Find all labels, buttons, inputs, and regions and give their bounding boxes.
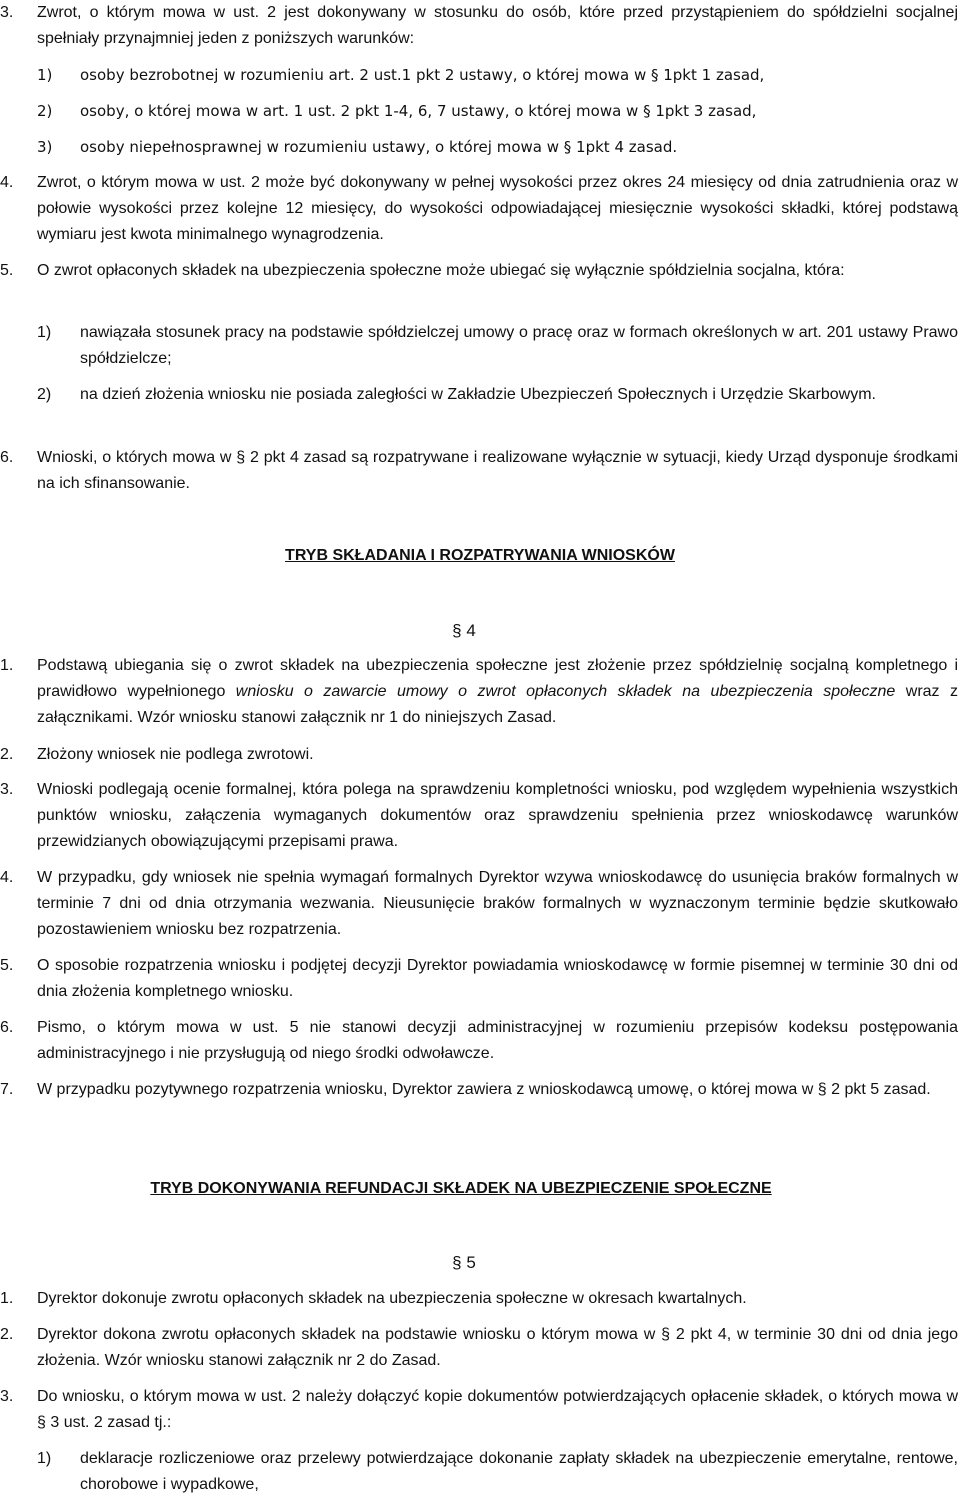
item-text: osoby bezrobotnej w rozumieniu art. 2 ust.1 pkt 2 ustawy, o której mowa w § 1pkt 1 zasad,	[80, 66, 765, 84]
paragraph-5-2	[0, 1322, 958, 1374]
paragraph-3-4	[0, 170, 958, 248]
item-text: osoby, o której mowa w art. 1 ust. 2 pkt 1-4, 6, 7 ustawy, o której mowa w § 1pkt 3 zasad,	[80, 102, 757, 120]
item-number: 5.	[0, 957, 14, 974]
paragraph-4-6	[0, 1015, 958, 1067]
item-number: 3.	[0, 781, 14, 798]
list-item	[37, 62, 958, 88]
section-number: § 4	[452, 621, 476, 640]
item-number: 3)	[37, 138, 53, 156]
item-text: O sposobie rozpatrzenia wniosku i podjętej decyzji Dyrektor powiadamia wnioskodawcę w formie pisemnej w terminie 30 dni od dnia złożenia kompletnego wniosku.	[37, 957, 958, 1000]
item-number: 1)	[37, 66, 53, 84]
item-number: 2.	[0, 746, 14, 763]
item-number: 6.	[0, 449, 14, 466]
paragraph-4-5	[0, 953, 958, 1005]
item-text: W przypadku pozytywnego rozpatrzenia wniosku, Dyrektor zawiera z wnioskodawcą umowę, o której mowa w § 2 pkt 5 zasad.	[37, 1081, 931, 1098]
section-heading: TRYB DOKONYWANIA REFUNDACJI SKŁADEK NA UBEZPIECZENIE SPOŁECZNE	[150, 1180, 772, 1197]
item-number: 2.	[0, 1326, 14, 1343]
item-text: Zwrot, o którym mowa w ust. 2 może być dokonywany w pełnej wysokości przez okres 24 miesięcy od dnia zatrudnienia oraz w połowie wysokości przez kolejne 12 miesięcy, do wysokości odpowiadającej miesięcznie wysokości składki, której podstawą wymiaru jest kwota minimalnego wynagrodzenia.	[37, 174, 958, 243]
list-item	[37, 320, 958, 372]
paragraph-4-7	[0, 1077, 958, 1103]
item-number: 6.	[0, 1019, 14, 1036]
list-item	[37, 98, 958, 124]
paragraph-3-3	[0, 0, 958, 52]
item-number: 7.	[0, 1081, 14, 1098]
italic-text: wniosku o zawarcie umowy o zwrot opłaconych składek na ubezpieczenia społeczne	[235, 683, 896, 700]
item-text: Do wniosku, o którym mowa w ust. 2 należy dołączyć kopie dokumentów potwierdzających opłacenie składek, o których mowa w § 3 ust. 2 zasad tj.:	[37, 1388, 958, 1431]
paragraph-3-6	[0, 445, 958, 497]
item-number: 4.	[0, 869, 14, 886]
paragraph-4-4	[0, 865, 958, 943]
item-text: Zwrot, o którym mowa w ust. 2 jest dokonywany w stosunku do osób, które przed przystąpieniem do spółdzielni socjalnej spełniały przynajmniej jeden z poniższych warunków:	[37, 4, 958, 47]
item-text: Podstawą ubiegania się o zwrot składek na ubezpieczenia społeczne jest złożenie przez spółdzielnię socjalną kompletnego i prawidłowo wypełnionego wniosku o zawarcie umowy o zwrot opłaconych składek na ubezpieczenia społeczne wraz z załącznikami. Wzór wniosku stanowi załącznik nr 1 do niniejszych Zasad.	[37, 657, 958, 726]
item-number: 4.	[0, 174, 14, 191]
list-item	[37, 134, 958, 160]
item-number: 5.	[0, 262, 14, 279]
section-heading: TRYB SKŁADANIA I ROZPATRYWANIA WNIOSKÓW	[285, 547, 675, 564]
item-text: Wnioski podlegają ocenie formalnej, która polega na sprawdzeniu kompletności wniosku, pod względem wypełnienia wszystkich punktów wniosku, załączenia wymaganych dokumentów oraz sprawdzeniu spełnienia przez wnioskodawcę warunków przewidzianych obowiązującymi przepisami prawa.	[37, 781, 958, 850]
item-text: Pismo, o którym mowa w ust. 5 nie stanowi decyzji administracyjnej w rozumieniu przepisów kodeksu postępowania administracyjnego i nie przysługują od niego środki odwoławcze.	[37, 1019, 958, 1062]
item-number: 3.	[0, 4, 14, 21]
item-text: O zwrot opłaconych składek na ubezpieczenia społeczne może ubiegać się wyłącznie spółdzielnia socjalna, która:	[37, 262, 845, 279]
paragraph-3-5	[0, 258, 958, 284]
item-number: 2)	[37, 102, 53, 120]
section-number: § 5	[452, 1253, 476, 1272]
item-text: deklaracje rozliczeniowe oraz przelewy potwierdzające dokonanie zapłaty składek na ubezpieczenie emerytalne, rentowe, chorobowe i wypadkowe,	[80, 1450, 958, 1493]
item-text: osoby niepełnosprawnej w rozumieniu ustawy, o której mowa w § 1pkt 4 zasad.	[80, 138, 678, 156]
paragraph-5-1	[0, 1286, 958, 1312]
paragraph-4-2	[0, 742, 958, 768]
list-item	[37, 382, 958, 408]
item-number: 1)	[37, 324, 52, 341]
item-text: Złożony wniosek nie podlega zwrotowi.	[37, 746, 314, 763]
item-number: 2)	[37, 386, 52, 403]
item-text: nawiązała stosunek pracy na podstawie spółdzielczej umowy o pracę oraz w formach określonych w art. 201 ustawy Prawo spółdzielcze;	[80, 324, 958, 367]
item-text: Dyrektor dokona zwrotu opłaconych składek na podstawie wniosku o którym mowa w § 2 pkt 4, w terminie 30 dni od dnia jego złożenia. Wzór wniosku stanowi załącznik nr 2 do Zasad.	[37, 1326, 958, 1369]
item-text: Dyrektor dokonuje zwrotu opłaconych składek na ubezpieczenia społeczne w okresach kwartalnych.	[37, 1290, 747, 1307]
paragraph-5-3	[0, 1384, 958, 1436]
item-text: W przypadku, gdy wniosek nie spełnia wymagań formalnych Dyrektor wzywa wnioskodawcę do usunięcia braków formalnych w terminie 7 dni od dnia otrzymania wezwania. Nieusunięcie braków formalnych w wyznaczonym terminie będzie skutkowało pozostawieniem wniosku bez rozpatrzenia.	[37, 869, 958, 938]
item-number: 3.	[0, 1388, 14, 1405]
paragraph-4-1	[0, 653, 958, 731]
item-text: na dzień złożenia wniosku nie posiada zaległości w Zakładzie Ubezpieczeń Społecznych i Urzędzie Skarbowym.	[80, 386, 876, 403]
item-number: 1.	[0, 657, 14, 674]
item-number: 1.	[0, 1290, 14, 1307]
item-number: 1)	[37, 1450, 52, 1467]
paragraph-4-3	[0, 777, 958, 855]
list-item	[37, 1446, 958, 1498]
item-text: Wnioski, o których mowa w § 2 pkt 4 zasad są rozpatrywane i realizowane wyłącznie w sytuacji, kiedy Urząd dysponuje środkami na ich sfinansowanie.	[37, 449, 958, 492]
